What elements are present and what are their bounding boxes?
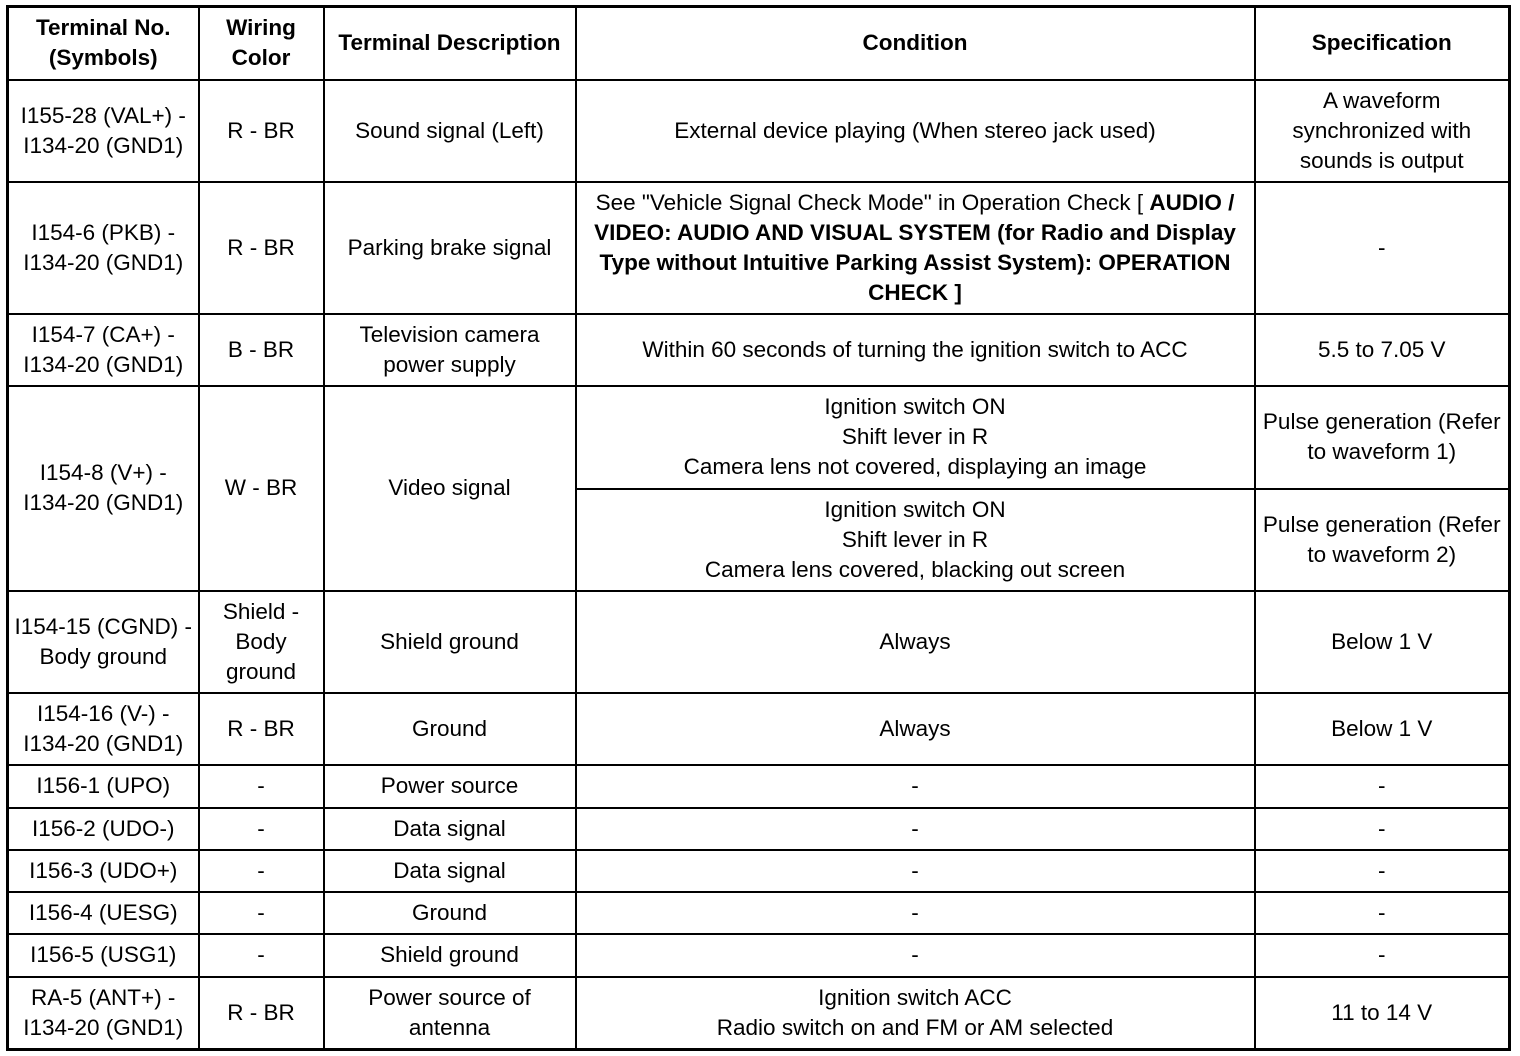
description-cell: Shield ground (324, 591, 576, 693)
description-cell: Television camera power supply (324, 314, 576, 386)
terminal-cell: I156-5 (USG1) (8, 934, 199, 977)
header-condition: Condition (576, 7, 1255, 80)
description-cell: Ground (324, 892, 576, 934)
description-cell: Ground (324, 693, 576, 765)
terminal-cell: I156-4 (UESG) (8, 892, 199, 934)
description-cell: Shield ground (324, 934, 576, 977)
specification-cell: Below 1 V (1255, 591, 1510, 693)
terminal-cell: I156-3 (UDO+) (8, 850, 199, 892)
specification-cell: 11 to 14 V (1255, 977, 1510, 1050)
table-row (8, 977, 1510, 1050)
condition-cell: - (576, 765, 1255, 808)
terminal-cell: I156-2 (UDO-) (8, 808, 199, 850)
specification-cell: - (1255, 850, 1510, 892)
specification-cell: Below 1 V (1255, 693, 1510, 765)
table-row (8, 314, 1510, 386)
table-row (8, 808, 1510, 850)
table-row (8, 934, 1510, 977)
header-row (8, 7, 1510, 80)
operation-check-link[interactable]: AUDIO / VIDEO: AUDIO AND VISUAL SYSTEM (for Radio and Display Type without Intuitive Parking Assist System): OPERATION CHECK ] (594, 189, 1236, 305)
wiring-cell: - (199, 850, 324, 892)
wiring-cell: - (199, 934, 324, 977)
terminal-cell: I155-28 (VAL+) - I134-20 (GND1) (8, 80, 199, 182)
terminal-cell: I156-1 (UPO) (8, 765, 199, 808)
terminal-cell: I154-6 (PKB) - I134-20 (GND1) (8, 182, 199, 314)
wiring-cell: Shield - Body ground (199, 591, 324, 693)
condition-cell: - (576, 934, 1255, 977)
specification-cell: Pulse generation (Refer to waveform 2) (1255, 489, 1510, 591)
terminal-table (6, 5, 1511, 1051)
condition-text: See "Vehicle Signal Check Mode" in Operation Check [ (595, 189, 1144, 215)
terminal-cell: RA-5 (ANT+) - I134-20 (GND1) (8, 977, 199, 1050)
condition-cell: Within 60 seconds of turning the ignition switch to ACC (576, 314, 1255, 386)
condition-cell: Ignition switch ON Shift lever in R Camera lens not covered, displaying an image (576, 386, 1255, 489)
condition-cell: Ignition switch ON Shift lever in R Camera lens covered, blacking out screen (576, 489, 1255, 591)
header-wiring-color: Wiring Color (199, 7, 324, 80)
wiring-cell: W - BR (199, 386, 324, 591)
specification-cell: A waveform synchronized with sounds is output (1255, 80, 1510, 182)
terminal-cell: I154-8 (V+) - I134-20 (GND1) (8, 386, 199, 591)
specification-cell: Pulse generation (Refer to waveform 1) (1255, 386, 1510, 489)
description-cell: Data signal (324, 850, 576, 892)
wiring-cell: R - BR (199, 977, 324, 1050)
wiring-cell: R - BR (199, 182, 324, 314)
condition-cell: External device playing (When stereo jack used) (576, 80, 1255, 182)
condition-cell: Always (576, 591, 1255, 693)
table-row (8, 892, 1510, 934)
wiring-cell: R - BR (199, 80, 324, 182)
description-cell: Power source (324, 765, 576, 808)
terminal-cell: I154-15 (CGND) - Body ground (8, 591, 199, 693)
table-row (8, 80, 1510, 182)
wiring-cell: B - BR (199, 314, 324, 386)
description-cell: Sound signal (Left) (324, 80, 576, 182)
condition-cell: Always (576, 693, 1255, 765)
specification-cell: - (1255, 765, 1510, 808)
table-row (8, 850, 1510, 892)
condition-cell (576, 182, 1255, 314)
wiring-cell: - (199, 808, 324, 850)
wiring-cell: - (199, 892, 324, 934)
header-specification: Specification (1255, 7, 1510, 80)
condition-cell: - (576, 808, 1255, 850)
table-row (8, 182, 1510, 314)
specification-cell: 5.5 to 7.05 V (1255, 314, 1510, 386)
specification-cell: - (1255, 182, 1510, 314)
description-cell: Data signal (324, 808, 576, 850)
description-cell: Parking brake signal (324, 182, 576, 314)
condition-cell: - (576, 850, 1255, 892)
terminal-cell: I154-16 (V-) - I134-20 (GND1) (8, 693, 199, 765)
condition-cell: - (576, 892, 1255, 934)
table-row (8, 591, 1510, 693)
specification-cell: - (1255, 892, 1510, 934)
table-row (8, 693, 1510, 765)
specification-cell: - (1255, 934, 1510, 977)
description-cell: Power source of antenna (324, 977, 576, 1050)
header-description: Terminal Description (324, 7, 576, 80)
specification-cell: - (1255, 808, 1510, 850)
condition-cell: Ignition switch ACC Radio switch on and FM or AM selected (576, 977, 1255, 1050)
header-terminal: Terminal No. (Symbols) (8, 7, 199, 80)
wiring-cell: - (199, 765, 324, 808)
description-cell: Video signal (324, 386, 576, 591)
wiring-cell: R - BR (199, 693, 324, 765)
terminal-cell: I154-7 (CA+) - I134-20 (GND1) (8, 314, 199, 386)
table-row (8, 386, 1510, 489)
table-row (8, 765, 1510, 808)
